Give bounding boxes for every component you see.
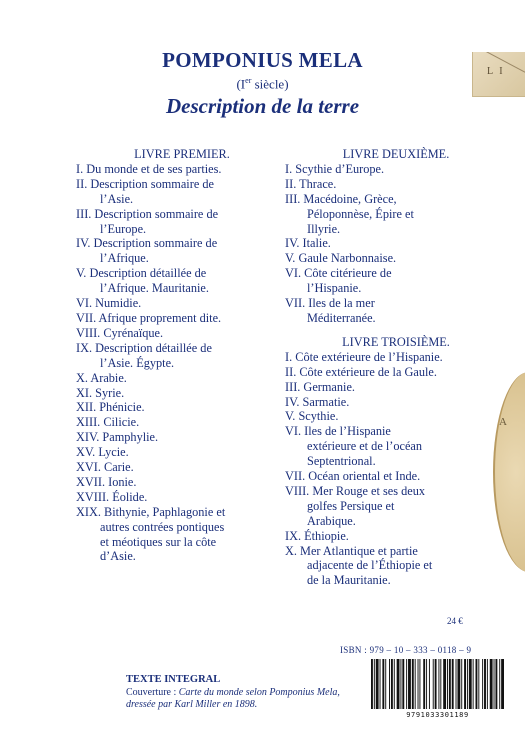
barcode-bar	[495, 659, 497, 709]
barcode-bar	[423, 659, 425, 709]
chapter-entry	[76, 162, 276, 177]
chapter-entry	[76, 177, 276, 207]
century-rest: siècle	[251, 76, 285, 92]
barcode-bar	[443, 659, 446, 709]
chapter-entry	[76, 400, 276, 415]
barcode-bar	[501, 659, 504, 709]
barcode-bar	[452, 659, 454, 709]
chapter-line: IV. Sarmatie.	[285, 394, 350, 409]
barcode-bar	[406, 659, 407, 709]
barcode-bar	[419, 659, 420, 709]
chapter-line: XV. Lycie.	[76, 445, 129, 460]
chapter-line: XVIII. Éolide.	[76, 489, 148, 504]
barcode-bar	[476, 659, 478, 709]
isbn: ISBN : 979 – 10 – 333 – 0118 – 9	[340, 645, 472, 655]
chapter-continuation: l’Afrique. Mauritanie.	[100, 281, 209, 296]
chapter-entry	[76, 296, 276, 311]
chapter-continuation: Illyrie.	[307, 221, 341, 236]
footer-heading: TEXTE INTEGRAL	[126, 674, 221, 685]
footer-cover-line	[126, 687, 340, 698]
barcode-bar	[433, 659, 434, 709]
chapter-entry	[285, 484, 495, 529]
barcode-bar	[482, 659, 483, 709]
barcode-bar	[400, 659, 401, 709]
chapter-entry	[285, 395, 495, 410]
chapter-entry	[76, 445, 276, 460]
barcode-bar	[461, 659, 462, 709]
chapter-continuation: l’Hispanie.	[307, 281, 362, 296]
chapter-entry	[285, 424, 495, 469]
chapter-line: X. Arabie.	[76, 370, 127, 385]
barcode-bar	[457, 659, 460, 709]
barcode-bar	[397, 659, 400, 709]
barcode-bar	[438, 659, 439, 709]
chapter-line: VIII. Cyrénaïque.	[76, 325, 164, 340]
chapter-entry	[285, 266, 495, 296]
barcode-bar	[484, 659, 486, 709]
chapter-continuation: adjacente de l’Éthiopie et	[307, 558, 433, 573]
barcode-bar	[435, 659, 437, 709]
chapter-line: III. Germanie.	[285, 379, 355, 394]
chapter-line: XVI. Carie.	[76, 460, 134, 475]
barcode-bar	[499, 659, 500, 709]
chapter-entry	[76, 490, 276, 505]
barcode-bar	[376, 659, 379, 709]
chapter-line: II. Thrace.	[285, 176, 337, 191]
chapter-entry	[285, 529, 495, 544]
century-sup: er	[245, 76, 252, 85]
chapter-line: XIV. Pamphylie.	[76, 430, 159, 445]
chapter-line: VI. Côte citérieure de	[285, 266, 392, 281]
barcode-bar	[382, 659, 384, 709]
footer-cover-line2: dressée par Karl Miller en 1898.	[126, 699, 258, 710]
chapter-continuation: extérieure et de l’océan	[307, 439, 423, 454]
chapter-entry	[76, 371, 276, 386]
chapter-entry	[285, 162, 495, 177]
cover-title: Carte du monde selon Pomponius Mela,	[178, 687, 340, 698]
chapter-line: II. Description sommaire de	[76, 176, 214, 191]
chapter-entry	[76, 505, 276, 565]
chapter-entry	[285, 380, 495, 395]
barcode-bar	[426, 659, 427, 709]
chapter-continuation: l’Asie. Égypte.	[100, 355, 175, 370]
chapter-entry	[76, 311, 276, 326]
chapter-entry	[76, 236, 276, 266]
chapter-continuation: Méditerranée.	[307, 310, 376, 325]
chapter-line: III. Description sommaire de	[76, 206, 219, 221]
chapter-line: VII. Iles de la mer	[285, 296, 375, 311]
chapter-entry	[285, 350, 495, 365]
chapter-line: III. Macédoine, Grèce,	[285, 191, 397, 206]
chapter-line: I. Du monde et de ses parties.	[76, 161, 222, 176]
chapter-line: IV. Italie.	[285, 236, 331, 251]
chapter-continuation: l’Afrique.	[100, 251, 149, 266]
book-title: LIVRE PREMIER.	[134, 147, 230, 161]
chapter-line: VII. Afrique proprement dite.	[76, 310, 222, 325]
book-title: LIVRE DEUXIÈME.	[342, 147, 450, 161]
author-title: POMPONIUS MELA	[162, 48, 363, 72]
barcode-bar	[374, 659, 375, 709]
chapter-entry	[285, 236, 495, 251]
chapter-continuation: de la Mauritanie.	[307, 573, 391, 588]
chapter-entry	[76, 460, 276, 475]
chapter-continuation: d’Asie.	[100, 549, 136, 564]
barcode-digits: 9791033301189	[406, 711, 469, 719]
chapter-entry	[76, 415, 276, 430]
chapter-continuation: Péloponnèse, Épire et	[307, 206, 414, 221]
barcode-bar	[447, 659, 448, 709]
chapter-entry	[285, 192, 495, 237]
barcode-bar	[473, 659, 474, 709]
barcode-bar	[380, 659, 381, 709]
chapter-line: VI. Iles de l’Hispanie	[285, 424, 391, 439]
barcode-bar	[394, 659, 395, 709]
map-right-label: A	[499, 416, 507, 428]
barcode-bar	[467, 659, 468, 709]
chapter-line: VII. Océan oriental et Inde.	[285, 469, 421, 484]
chapter-line: V. Description détaillée de	[76, 266, 207, 281]
barcode-bar	[402, 659, 404, 709]
barcode-bar	[440, 659, 441, 709]
barcode-bar	[494, 659, 495, 709]
chapter-line: X. Mer Atlantique et partie	[285, 543, 418, 558]
chapter-line: V. Scythie.	[285, 409, 339, 424]
barcode-bar	[371, 659, 373, 709]
chapter-line: XVII. Ionie.	[76, 474, 137, 489]
chapter-line: XII. Phénicie.	[76, 400, 145, 415]
barcode-bar	[391, 659, 393, 709]
book-title: LIVRE TROISIÈME.	[342, 334, 450, 349]
chapter-line: IX. Éthiopie.	[285, 528, 349, 543]
chapter-continuation: l’Asie.	[100, 191, 134, 206]
contents-left-column	[76, 147, 276, 564]
chapter-line: XIII. Cilicie.	[76, 415, 140, 430]
chapter-entry	[285, 296, 495, 326]
chapter-entry	[76, 266, 276, 296]
barcode-bar	[487, 659, 488, 709]
barcode-bar	[490, 659, 493, 709]
century-num: I	[240, 76, 246, 92]
work-title: Description de la terre	[165, 94, 360, 118]
chapter-entry	[76, 475, 276, 490]
chapter-entry	[285, 177, 495, 192]
chapter-entry	[76, 326, 276, 341]
chapter-continuation: golfes Persique et	[307, 498, 395, 513]
chapter-line: V. Gaule Narbonnaise.	[285, 251, 397, 266]
barcode-bar	[412, 659, 414, 709]
cover-map-fragment-right	[493, 372, 525, 572]
barcode-bar	[389, 659, 390, 709]
chapter-continuation: l’Europe.	[100, 221, 147, 236]
chapter-line: IX. Description détaillée de	[76, 340, 212, 355]
chapter-entry	[285, 544, 495, 589]
chapter-line: XI. Syrie.	[76, 385, 125, 400]
chapter-line: I. Côte extérieure de l’Hispanie.	[285, 349, 443, 364]
barcode-bar	[449, 659, 451, 709]
chapter-entry	[76, 386, 276, 401]
barcode-bar	[456, 659, 457, 709]
chapter-line: I. Scythie d’Europe.	[285, 161, 385, 176]
century-subtitle: (Ier siècle)	[236, 76, 289, 92]
contents-right-column	[285, 147, 495, 588]
price: 24 €	[447, 616, 463, 626]
chapter-continuation: autres contrées pontiques	[100, 519, 225, 534]
barcode-bar	[478, 659, 479, 709]
chapter-entry	[285, 251, 495, 266]
chapter-continuation: et méotiques sur la côte	[100, 534, 217, 549]
chapter-line: VIII. Mer Rouge et ses deux	[285, 483, 426, 498]
chapter-entry	[285, 365, 495, 380]
chapter-line: IV. Description sommaire de	[76, 236, 218, 251]
chapter-line: II. Côte extérieure de la Gaule.	[285, 364, 437, 379]
barcode	[370, 659, 505, 709]
chapter-continuation: Septentrional.	[307, 454, 376, 469]
chapter-entry	[76, 341, 276, 371]
chapter-entry	[76, 430, 276, 445]
book-gap	[285, 326, 495, 335]
chapter-line: VI. Numidie.	[76, 296, 142, 311]
barcode-bar	[469, 659, 472, 709]
chapter-continuation: Arabique.	[307, 513, 356, 528]
chapter-entry	[285, 409, 495, 424]
barcode-bar	[418, 659, 419, 709]
barcode-bar	[415, 659, 416, 709]
barcode-bar	[429, 659, 430, 709]
chapter-entry	[76, 207, 276, 237]
cover-label: Couverture :	[126, 687, 179, 698]
barcode-bar	[464, 659, 466, 709]
chapter-line: XIX. Bithynie, Paphlagonie et	[76, 504, 226, 519]
barcode-bar	[385, 659, 386, 709]
map-label: L I	[487, 66, 505, 77]
barcode-bar	[408, 659, 411, 709]
chapter-entry	[285, 469, 495, 484]
